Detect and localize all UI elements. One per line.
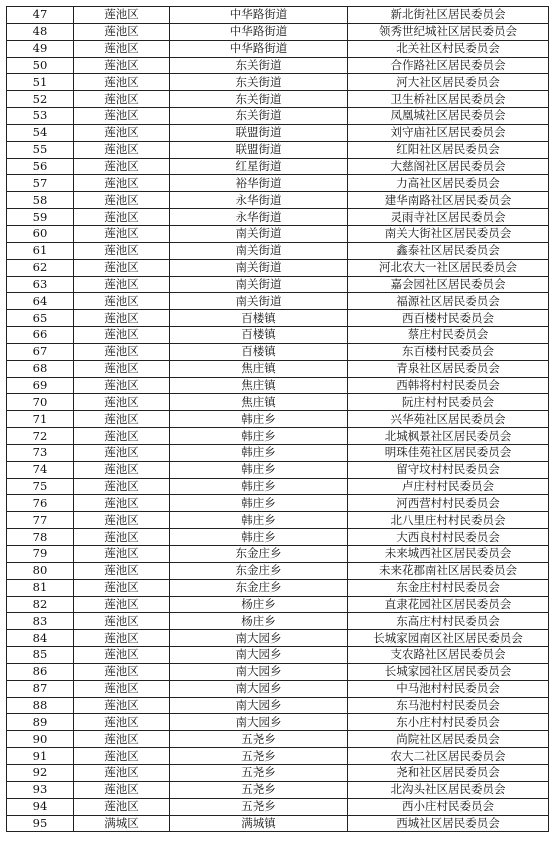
committee-cell: 东小庄村村民委员会 <box>348 714 549 731</box>
street-cell: 东关街道 <box>170 74 348 91</box>
committee-cell: 卫生桥社区居民委员会 <box>348 91 549 108</box>
row-number: 51 <box>7 74 74 91</box>
table-row <box>7 360 549 377</box>
district-cell: 莲池区 <box>74 798 170 815</box>
district-cell: 莲池区 <box>74 276 170 293</box>
row-number: 93 <box>7 781 74 798</box>
district-cell: 莲池区 <box>74 630 170 647</box>
committee-cell: 中马池村村民委员会 <box>348 680 549 697</box>
district-cell: 莲池区 <box>74 495 170 512</box>
row-number: 65 <box>7 310 74 327</box>
row-number: 70 <box>7 394 74 411</box>
district-cell: 莲池区 <box>74 731 170 748</box>
district-cell: 莲池区 <box>74 529 170 546</box>
street-cell: 百楼镇 <box>170 343 348 360</box>
row-number: 74 <box>7 461 74 478</box>
committee-cell: 北关社区村民委员会 <box>348 40 549 57</box>
district-cell: 莲池区 <box>74 546 170 563</box>
table-row <box>7 411 549 428</box>
row-number: 95 <box>7 815 74 832</box>
street-cell: 韩庄乡 <box>170 495 348 512</box>
row-number: 59 <box>7 209 74 226</box>
row-number: 68 <box>7 360 74 377</box>
table-row <box>7 663 549 680</box>
table-row <box>7 613 549 630</box>
table-row <box>7 91 549 108</box>
committee-cell: 鑫泰社区居民委员会 <box>348 242 549 259</box>
district-cell: 莲池区 <box>74 764 170 781</box>
row-number: 75 <box>7 478 74 495</box>
row-number: 82 <box>7 596 74 613</box>
committee-cell: 蔡庄村民委员会 <box>348 327 549 344</box>
table-row <box>7 293 549 310</box>
street-cell: 联盟街道 <box>170 124 348 141</box>
row-number: 62 <box>7 259 74 276</box>
committee-cell: 农大二社区居民委员会 <box>348 748 549 765</box>
table-row <box>7 529 549 546</box>
committee-cell: 河西营村村民委员会 <box>348 495 549 512</box>
row-number: 57 <box>7 175 74 192</box>
committee-cell: 尧和社区居民委员会 <box>348 764 549 781</box>
street-cell: 焦庄镇 <box>170 360 348 377</box>
committee-cell: 大慈阁社区居民委员会 <box>348 158 549 175</box>
district-cell: 莲池区 <box>74 40 170 57</box>
street-cell: 五尧乡 <box>170 731 348 748</box>
district-cell: 莲池区 <box>74 428 170 445</box>
committee-cell: 北沟头社区居民委员会 <box>348 781 549 798</box>
committee-cell: 东高庄村村民委员会 <box>348 613 549 630</box>
table-row <box>7 428 549 445</box>
street-cell: 南关街道 <box>170 293 348 310</box>
committee-cell: 留守坟村村民委员会 <box>348 461 549 478</box>
district-cell: 莲池区 <box>74 748 170 765</box>
district-cell: 莲池区 <box>74 327 170 344</box>
table-row <box>7 562 549 579</box>
table-row <box>7 40 549 57</box>
row-number: 56 <box>7 158 74 175</box>
committee-cell: 河大社区居民委员会 <box>348 74 549 91</box>
table-row <box>7 209 549 226</box>
table-row <box>7 444 549 461</box>
row-number: 48 <box>7 23 74 40</box>
table-row <box>7 512 549 529</box>
street-cell: 韩庄乡 <box>170 428 348 445</box>
row-number: 61 <box>7 242 74 259</box>
district-cell: 莲池区 <box>74 74 170 91</box>
street-cell: 韩庄乡 <box>170 411 348 428</box>
committee-cell: 北八里庄村村民委员会 <box>348 512 549 529</box>
street-cell: 中华路街道 <box>170 40 348 57</box>
table-row <box>7 242 549 259</box>
district-cell: 莲池区 <box>74 411 170 428</box>
table-row <box>7 192 549 209</box>
table-row <box>7 546 549 563</box>
row-number: 94 <box>7 798 74 815</box>
committee-cell: 长城家园南区社区居民委员会 <box>348 630 549 647</box>
table-row <box>7 343 549 360</box>
document-sheet <box>6 6 548 832</box>
district-cell: 莲池区 <box>74 377 170 394</box>
street-cell: 焦庄镇 <box>170 377 348 394</box>
row-number: 67 <box>7 343 74 360</box>
row-number: 76 <box>7 495 74 512</box>
committee-cell: 东马池村村民委员会 <box>348 697 549 714</box>
district-cell: 莲池区 <box>74 192 170 209</box>
committee-cell: 青泉社区居民委员会 <box>348 360 549 377</box>
street-cell: 满城镇 <box>170 815 348 832</box>
district-cell: 莲池区 <box>74 23 170 40</box>
street-cell: 东金庄乡 <box>170 546 348 563</box>
district-cell: 满城区 <box>74 815 170 832</box>
district-cell: 莲池区 <box>74 343 170 360</box>
committee-cell: 明珠佳苑社区居民委员会 <box>348 444 549 461</box>
street-cell: 联盟街道 <box>170 141 348 158</box>
row-number: 63 <box>7 276 74 293</box>
street-cell: 韩庄乡 <box>170 478 348 495</box>
committee-cell: 刘守庙社区居民委员会 <box>348 124 549 141</box>
district-cell: 莲池区 <box>74 225 170 242</box>
street-cell: 永华街道 <box>170 192 348 209</box>
committee-cell: 尚院社区居民委员会 <box>348 731 549 748</box>
row-number: 49 <box>7 40 74 57</box>
table-row <box>7 57 549 74</box>
table-row <box>7 276 549 293</box>
row-number: 55 <box>7 141 74 158</box>
row-number: 69 <box>7 377 74 394</box>
district-cell: 莲池区 <box>74 781 170 798</box>
row-number: 83 <box>7 613 74 630</box>
committee-cell: 卢庄村村民委员会 <box>348 478 549 495</box>
street-cell: 南大园乡 <box>170 663 348 680</box>
district-cell: 莲池区 <box>74 259 170 276</box>
street-cell: 韩庄乡 <box>170 461 348 478</box>
street-cell: 中华路街道 <box>170 7 348 24</box>
committee-cell: 力高社区居民委员会 <box>348 175 549 192</box>
district-cell: 莲池区 <box>74 394 170 411</box>
district-cell: 莲池区 <box>74 579 170 596</box>
district-cell: 莲池区 <box>74 158 170 175</box>
committee-cell: 福源社区居民委员会 <box>348 293 549 310</box>
row-number: 54 <box>7 124 74 141</box>
row-number: 60 <box>7 225 74 242</box>
committee-cell: 领秀世纪城社区居民委员会 <box>348 23 549 40</box>
community-table <box>6 6 549 832</box>
table-row <box>7 596 549 613</box>
row-number: 47 <box>7 7 74 24</box>
committee-cell: 凤凰城社区居民委员会 <box>348 108 549 125</box>
table-row <box>7 225 549 242</box>
row-number: 85 <box>7 647 74 664</box>
committee-cell: 河北农大一社区居民委员会 <box>348 259 549 276</box>
committee-cell: 未来花郡南社区居民委员会 <box>348 562 549 579</box>
row-number: 84 <box>7 630 74 647</box>
row-number: 86 <box>7 663 74 680</box>
street-cell: 五尧乡 <box>170 798 348 815</box>
street-cell: 韩庄乡 <box>170 529 348 546</box>
table-row <box>7 158 549 175</box>
committee-cell: 东金庄村村民委员会 <box>348 579 549 596</box>
street-cell: 南关街道 <box>170 225 348 242</box>
table-row <box>7 310 549 327</box>
district-cell: 莲池区 <box>74 242 170 259</box>
street-cell: 南关街道 <box>170 276 348 293</box>
committee-cell: 新北街社区居民委员会 <box>348 7 549 24</box>
table-row <box>7 781 549 798</box>
table-row <box>7 74 549 91</box>
street-cell: 东金庄乡 <box>170 579 348 596</box>
committee-cell: 西韩将村村民委员会 <box>348 377 549 394</box>
table-row <box>7 495 549 512</box>
district-cell: 莲池区 <box>74 613 170 630</box>
table-row <box>7 579 549 596</box>
row-number: 90 <box>7 731 74 748</box>
committee-cell: 长城家园社区居民委员会 <box>348 663 549 680</box>
table-body <box>7 7 549 832</box>
district-cell: 莲池区 <box>74 141 170 158</box>
row-number: 71 <box>7 411 74 428</box>
committee-cell: 红阳社区居民委员会 <box>348 141 549 158</box>
row-number: 92 <box>7 764 74 781</box>
committee-cell: 兴华苑社区居民委员会 <box>348 411 549 428</box>
row-number: 64 <box>7 293 74 310</box>
street-cell: 南大园乡 <box>170 647 348 664</box>
district-cell: 莲池区 <box>74 680 170 697</box>
table-row <box>7 815 549 832</box>
street-cell: 东金庄乡 <box>170 562 348 579</box>
row-number: 53 <box>7 108 74 125</box>
street-cell: 百楼镇 <box>170 327 348 344</box>
table-row <box>7 647 549 664</box>
street-cell: 东关街道 <box>170 108 348 125</box>
table-row <box>7 377 549 394</box>
street-cell: 百楼镇 <box>170 310 348 327</box>
table-row <box>7 461 549 478</box>
table-row <box>7 108 549 125</box>
committee-cell: 北城枫景社区居民委员会 <box>348 428 549 445</box>
street-cell: 南大园乡 <box>170 630 348 647</box>
street-cell: 裕华街道 <box>170 175 348 192</box>
table-row <box>7 731 549 748</box>
committee-cell: 直隶花园社区居民委员会 <box>348 596 549 613</box>
street-cell: 南大园乡 <box>170 714 348 731</box>
table-row <box>7 124 549 141</box>
row-number: 66 <box>7 327 74 344</box>
district-cell: 莲池区 <box>74 596 170 613</box>
district-cell: 莲池区 <box>74 512 170 529</box>
table-row <box>7 175 549 192</box>
district-cell: 莲池区 <box>74 478 170 495</box>
committee-cell: 西小庄村民委员会 <box>348 798 549 815</box>
table-row <box>7 697 549 714</box>
district-cell: 莲池区 <box>74 647 170 664</box>
committee-cell: 大西良村村民委员会 <box>348 529 549 546</box>
row-number: 58 <box>7 192 74 209</box>
district-cell: 莲池区 <box>74 175 170 192</box>
street-cell: 永华街道 <box>170 209 348 226</box>
district-cell: 莲池区 <box>74 124 170 141</box>
table-row <box>7 394 549 411</box>
street-cell: 韩庄乡 <box>170 512 348 529</box>
table-row <box>7 798 549 815</box>
district-cell: 莲池区 <box>74 310 170 327</box>
row-number: 78 <box>7 529 74 546</box>
district-cell: 莲池区 <box>74 293 170 310</box>
row-number: 91 <box>7 748 74 765</box>
row-number: 50 <box>7 57 74 74</box>
district-cell: 莲池区 <box>74 562 170 579</box>
committee-cell: 西城社区居民委员会 <box>348 815 549 832</box>
table-row <box>7 764 549 781</box>
table-row <box>7 680 549 697</box>
street-cell: 杨庄乡 <box>170 613 348 630</box>
committee-cell: 阮庄村村民委员会 <box>348 394 549 411</box>
row-number: 81 <box>7 579 74 596</box>
committee-cell: 南关大街社区居民委员会 <box>348 225 549 242</box>
district-cell: 莲池区 <box>74 91 170 108</box>
row-number: 79 <box>7 546 74 563</box>
district-cell: 莲池区 <box>74 7 170 24</box>
table-row <box>7 478 549 495</box>
table-row <box>7 141 549 158</box>
district-cell: 莲池区 <box>74 461 170 478</box>
district-cell: 莲池区 <box>74 209 170 226</box>
district-cell: 莲池区 <box>74 714 170 731</box>
committee-cell: 支农路社区居民委员会 <box>348 647 549 664</box>
committee-cell: 合作路社区居民委员会 <box>348 57 549 74</box>
committee-cell: 西百楼村民委员会 <box>348 310 549 327</box>
table-row <box>7 630 549 647</box>
district-cell: 莲池区 <box>74 57 170 74</box>
street-cell: 焦庄镇 <box>170 394 348 411</box>
table-row <box>7 748 549 765</box>
street-cell: 中华路街道 <box>170 23 348 40</box>
committee-cell: 东百楼村民委员会 <box>348 343 549 360</box>
row-number: 73 <box>7 444 74 461</box>
street-cell: 韩庄乡 <box>170 444 348 461</box>
street-cell: 杨庄乡 <box>170 596 348 613</box>
street-cell: 南关街道 <box>170 242 348 259</box>
row-number: 52 <box>7 91 74 108</box>
committee-cell: 未来城西社区居民委员会 <box>348 546 549 563</box>
row-number: 72 <box>7 428 74 445</box>
table-row <box>7 327 549 344</box>
table-row <box>7 714 549 731</box>
table-row <box>7 7 549 24</box>
district-cell: 莲池区 <box>74 663 170 680</box>
committee-cell: 嘉会园社区居民委员会 <box>348 276 549 293</box>
row-number: 87 <box>7 680 74 697</box>
row-number: 88 <box>7 697 74 714</box>
street-cell: 东关街道 <box>170 91 348 108</box>
street-cell: 五尧乡 <box>170 781 348 798</box>
district-cell: 莲池区 <box>74 360 170 377</box>
street-cell: 南关街道 <box>170 259 348 276</box>
street-cell: 五尧乡 <box>170 748 348 765</box>
street-cell: 红星街道 <box>170 158 348 175</box>
district-cell: 莲池区 <box>74 444 170 461</box>
committee-cell: 建华南路社区居民委员会 <box>348 192 549 209</box>
table-row <box>7 259 549 276</box>
street-cell: 东关街道 <box>170 57 348 74</box>
street-cell: 五尧乡 <box>170 764 348 781</box>
row-number: 80 <box>7 562 74 579</box>
row-number: 77 <box>7 512 74 529</box>
row-number: 89 <box>7 714 74 731</box>
district-cell: 莲池区 <box>74 697 170 714</box>
district-cell: 莲池区 <box>74 108 170 125</box>
committee-cell: 灵雨寺社区居民委员会 <box>348 209 549 226</box>
table-row <box>7 23 549 40</box>
street-cell: 南大园乡 <box>170 697 348 714</box>
street-cell: 南大园乡 <box>170 680 348 697</box>
